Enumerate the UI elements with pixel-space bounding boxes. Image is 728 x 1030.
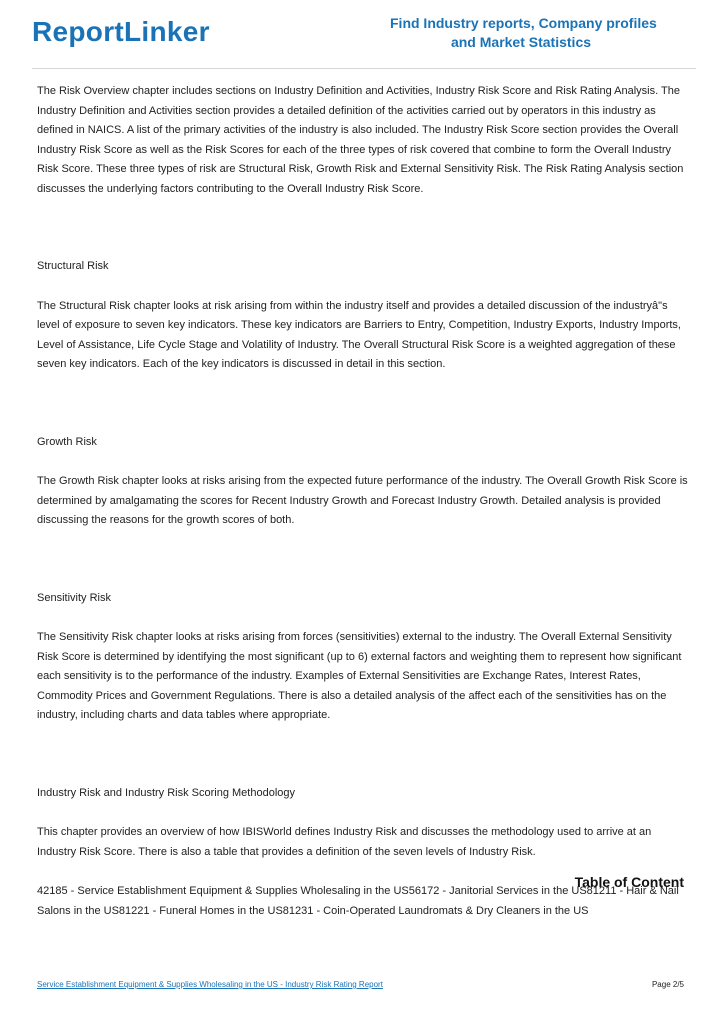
sensitivity-risk-heading: Sensitivity Risk [37,591,111,604]
related-reports-paragraph: 42185 - Service Establishment Equipment & Supplies Wholesaling in the US56172 - Janitorial Services in the US81211 - Hair & Nail Salons in the US81221 - Funeral Homes in the US81231 - Coin-Operated Laundromats & Dry Cleaners in the US [37,885,679,917]
growth-risk-heading: Growth Risk [37,435,97,448]
growth-risk-paragraph: The Growth Risk chapter looks at risks arising from the expected future performance of the industry. The Overall Growth Risk Score is determined by amalgamating the scores for Recent Industry Growth and Forecast Industry Growth. Detailed analysis is provided discussing the reasons for the growth scores of both. [37,475,688,526]
header-divider [32,68,696,69]
methodology-heading: Industry Risk and Industry Risk Scoring Methodology [37,786,296,799]
intro-paragraph: The Risk Overview chapter includes sections on Industry Definition and Activities, Industry Risk Score and Risk Rating Analysis. The Industry Definition and Activities section provides a detailed definition of the activities carried out by operators in this industry as defined in NAICS. A list of the primary activities of the industry is also included. The Industry Risk Score section provides the Overall Industry Risk Score as well as the Risk Scores for each of the three types of risk covered that combine to form the Overall Industry Risk Score. These three types of risk are Structural Risk, Growth Risk and External Sensitivity Risk. The Risk Rating Analysis section discusses the underlying factors contributing to the Overall Industry Risk Score. [37,85,684,195]
sensitivity-risk-paragraph: The Sensitivity Risk chapter looks at risks arising from forces (sensitivities) external to the industry. The Overall External Sensitivity Risk Score is determined by identifying the most significant (up to 6) external factors and weighting them to represent how significant each sensitivity is to the performance of the industry. Examples of External Sensitivities are Exchange Rates, Interest Rates, Commodity Prices and Government Regulations. There is also a detailed analysis of the affect each of the sensitivities has on the industry, including charts and data tables where appropriate. [37,631,682,721]
page-number: Page 2/5 [651,980,684,989]
tagline-line-2: and Market Statistics [450,34,592,50]
document-body [37,82,690,921]
header-tagline [390,14,657,52]
footer-report-link[interactable]: Service Establishment Equipment & Supplies Wholesaling in the US - Industry Risk Rating Report [37,980,383,989]
structural-risk-heading: Structural Risk [37,260,109,272]
methodology-paragraph: This chapter provides an overview of how IBISWorld defines Industry Risk and discusses the methodology used to arrive at an Industry Risk Score. There is also a table that provides a definition of the seven levels of Industry Risk. [37,826,652,858]
tagline-line-1: Find Industry reports, Company profiles [390,15,657,31]
table-of-content-label: Table of Content [574,874,684,890]
reportlinker-logo[interactable]: ReportLinker [32,16,210,47]
structural-risk-paragraph: The Structural Risk chapter looks at risk arising from within the industry itself and provides a detailed discussion of the industryâ"s level of exposure to seven key indicators. These key indicators are Barriers to Entry, Competition, Industry Exports, Industry Imports, Level of Assistance, Life Cycle Stage and Volatility of Industry. The Overall Structural Risk Score is a weighted aggregation of these seven key indicators. Each of the key indicators is discussed in detail in this section. [37,299,681,370]
